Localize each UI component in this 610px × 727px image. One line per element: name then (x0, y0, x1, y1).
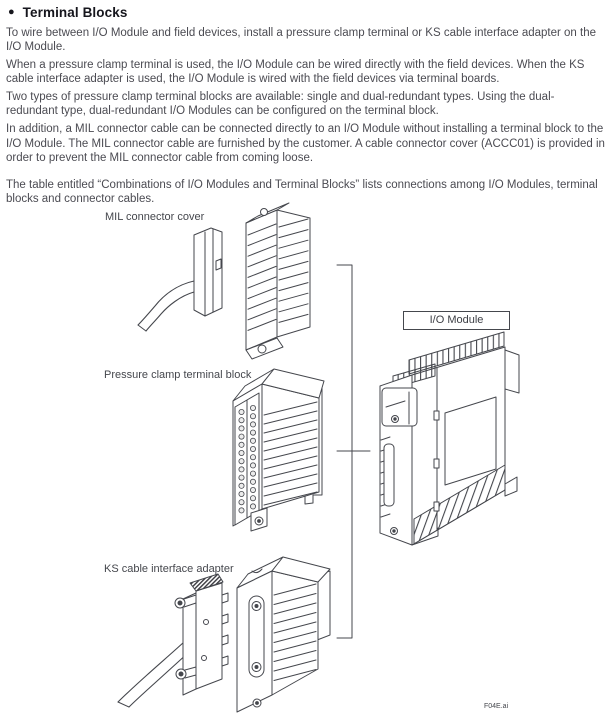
pressure-clamp-terminal-block-drawing (233, 369, 324, 531)
paragraph-mil-cable: In addition, a MIL connector cable can be connected directly to an I/O Module without installing a terminal block to the I/O Module. The MIL connector cable are furnished by the customer. A cable connector cover (ACCC01) is provided in order to prevent the MIL connector cable from coming loose. (6, 123, 605, 164)
section-heading (8, 5, 606, 20)
io-module-drawing (380, 332, 519, 545)
label-pressure-clamp-terminal-block: Pressure clamp terminal block (104, 369, 252, 381)
grouping-bracket (337, 265, 370, 638)
mil-connector-cover-drawing (138, 203, 310, 359)
figure-id: F04E.ai (484, 703, 509, 710)
paragraph-intro: To wire between I/O Module and field devices, install a pressure clamp terminal or KS cable interface adapter on the I/O Module. (6, 27, 597, 54)
ks-cable-interface-adapter-drawing (118, 557, 330, 712)
diagram-canvas (0, 197, 610, 727)
paragraph-pressure-clamp: When a pressure clamp terminal is used, the I/O Module can be wired directly with the field devices. When the KS cable interface adapter is used, the I/O Module is wired with the field devices via terminal boards. (6, 59, 585, 86)
bullet-icon: ● (8, 6, 15, 18)
io-module-label-box: I/O Module (403, 311, 510, 330)
section-title: Terminal Blocks (22, 5, 128, 20)
paragraph-two-types: Two types of pressure clamp terminal blocks are available: single and dual-redundant types. Using the dual-redundant type, dual-redundant I/O Modules can be configured on the terminal block. (6, 91, 555, 118)
label-ks-cable-interface-adapter: KS cable interface adapter (104, 563, 234, 575)
paragraph-table-reference: The table entitled “Combinations of I/O Modules and Terminal Blocks” lists connections among I/O Modules, terminal blocks and connector cables. (6, 179, 598, 206)
text-column (6, 3, 606, 210)
terminal-blocks-diagram (0, 197, 610, 727)
label-mil-connector-cover: MIL connector cover (105, 211, 205, 223)
